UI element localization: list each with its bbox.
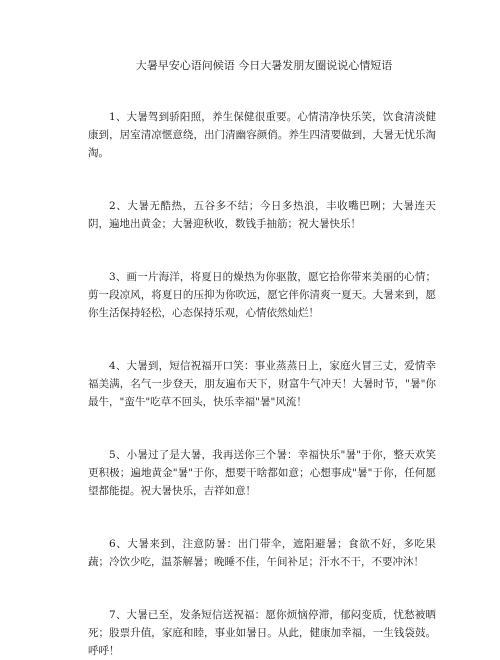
paragraph-7: 7、大暑已至，发条短信送祝福：愿你烦恼停滞，郁闷变质，忧愁被晒死；股票升值，家庭和睦，事业如暑日。从此，健康加幸福，一生钱袋鼓。呼呼！ (88, 609, 436, 657)
paragraph-4: 4、大暑到，短信祝福开口笑：事业蒸蒸日上，家庭火冒三丈，爱情幸福美满，名气一步登天，朋友遍布天下，财富牛气冲天！大暑时节，"暑"你最牛，"蛮牛"吃草不回头，快乐幸福"暑"风流！ (88, 360, 436, 408)
paragraph-3: 3、画一片海洋，将夏日的燥热为你驱散，愿它拾你带来美丽的心情；剪一段凉风，将夏日的压抑为你吹远，愿它伴你清爽一夏天。大暑来到，愿你生活保持轻松，心态保持乐观，心情依然灿烂！ (88, 271, 436, 319)
paragraph-5: 5、小暑过了是大暑，我再送你三个暑：幸福快乐"暑"于你，整天欢笑更积极；遍地黄金"暑"于你，想要干啥都如意；心想事成"暑"于你，任何愿望都能提。祝大暑快乐，吉祥如意！ (88, 449, 436, 497)
paragraph-1: 1、大暑驾到骄阳照，养生保健很重要。心情清净快乐笑，饮食清淡健康到，居室清凉惬意绕，出门清幽容颜俏。养生四清要做到，大暑无忧乐淘淘。 (88, 111, 436, 159)
paragraph-2: 2、大暑无酷热，五谷多不结；今日多热浪，丰收嘴巴咧；大暑连天阴，遍地出黄金；大暑迎秋收，数钱手抽筋；祝大暑快乐！ (88, 200, 436, 230)
document-title: 大暑早安心语问候语 今日大暑发朋友圈说说心情短语 (135, 59, 393, 72)
paragraph-6: 6、大暑来到，注意防暑：出门带伞，遮阳避暑；食欲不好，多吃果蔬；冷饮少吃，温茶解暑；晚睡不佳，午间补足；汗水不干，不要冲沐！ (88, 538, 436, 568)
